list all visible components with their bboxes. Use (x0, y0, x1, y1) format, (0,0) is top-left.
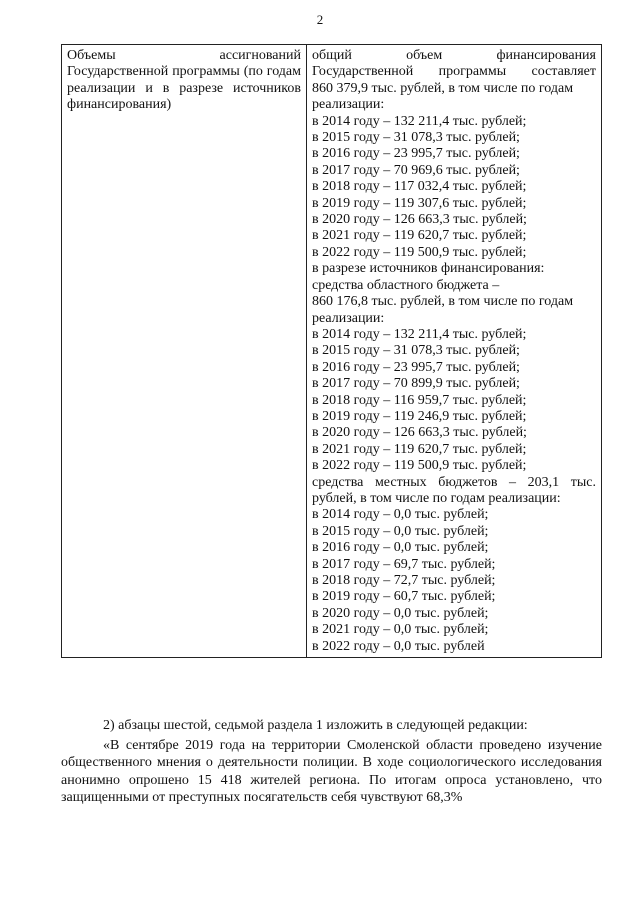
regional-year-line: в 2022 году – 119 500,9 тыс. рублей; (312, 458, 527, 474)
total-year-line: в 2014 году – 132 211,4 тыс. рублей; (312, 113, 527, 129)
local-year-line: в 2018 году – 72,7 тыс. рублей; (312, 573, 496, 588)
amendment-paragraph: 2) абзацы шестой, седьмой раздела 1 изложить в следующей редакции: (103, 718, 528, 733)
funding-table (61, 44, 602, 658)
table-row (62, 45, 602, 658)
local-year-line: в 2017 году – 69,7 тыс. рублей; (312, 556, 496, 572)
total-year-line: в 2022 году – 119 500,9 тыс. рублей; (312, 244, 527, 260)
total-year-line: в 2015 году – 31 078,3 тыс. рублей; (312, 130, 520, 146)
local-intro-line: средства местных бюджетов – 203,1 тыс. (312, 474, 596, 490)
regional-intro-line: 860 176,8 тыс. рублей, в том числе по годам (312, 294, 574, 310)
total-year-line: в 2018 году – 117 032,4 тыс. рублей; (312, 179, 527, 195)
total-intro-line: 860 379,9 тыс. рублей, в том числе по годам (312, 80, 574, 96)
total-year-line: в 2019 году – 119 307,6 тыс. рублей; (312, 195, 527, 211)
total-year-line: в 2016 году – 23 995,7 тыс. рублей; (312, 146, 520, 162)
regional-year-line: в 2017 году – 70 899,9 тыс. рублей; (312, 376, 520, 392)
regional-year-line: в 2019 году – 119 246,9 тыс. рублей; (312, 408, 527, 424)
table-left-cell (62, 45, 307, 658)
local-year-line: в 2020 году – 0,0 тыс. рублей; (312, 605, 489, 621)
page-number: 2 (316, 12, 324, 27)
regional-year-line: в 2020 году – 126 663,3 тыс. рублей; (312, 425, 527, 441)
regional-year-line: в 2015 году – 31 078,3 тыс. рублей; (312, 343, 520, 359)
regional-year-line: в 2018 году – 116 959,7 тыс. рублей; (312, 392, 527, 408)
regional-year-line: в 2014 году – 132 211,4 тыс. рублей; (312, 326, 527, 342)
total-year-line: в 2021 году – 119 620,7 тыс. рублей; (312, 228, 527, 244)
regional-intro-line: средства областного бюджета – (312, 277, 500, 293)
total-intro-line: общий объем финансирования (312, 48, 596, 63)
total-intro-line: реализации: (312, 97, 385, 113)
total-intro-line: Государственной программы составляет (312, 64, 596, 80)
body-text (61, 717, 602, 807)
regional-year-line: в 2016 году – 23 995,7 тыс. рублей; (312, 359, 520, 375)
total-year-line: в 2017 году – 70 969,6 тыс. рублей; (312, 162, 520, 178)
local-intro-line: рублей, в том числе по годам реализации: (312, 490, 561, 506)
local-year-line: в 2015 году – 0,0 тыс. рублей; (312, 523, 489, 539)
local-year-line: в 2021 году – 0,0 тыс. рублей; (312, 622, 489, 638)
left-caption: Объемы ассигнований Государственной программы (по годам реализации и в разрезе источников финансирования) (67, 48, 301, 113)
table-right-cell (307, 45, 602, 658)
regional-year-line: в 2021 году – 119 620,7 тыс. рублей; (312, 441, 527, 457)
local-year-line: в 2014 году – 0,0 тыс. рублей; (312, 507, 489, 523)
local-year-line: в 2022 году – 0,0 тыс. рублей (312, 638, 485, 654)
local-year-line: в 2016 году – 0,0 тыс. рублей; (312, 540, 489, 556)
local-year-line: в 2019 году – 60,7 тыс. рублей; (312, 589, 496, 605)
quoted-paragraph: «В сентябре 2019 года на территории Смоленской области проведено изучение общественного мнения о деятельности полиции. В ходе социологического исследования анонимно опрошено 15 418 жителей региона. По итогам опроса установлено, что защищенными от преступных посягательств себя чувствуют 68,3% (61, 737, 602, 805)
sources-heading: в разрезе источников финансирования: (312, 261, 545, 277)
total-year-line: в 2020 году – 126 663,3 тыс. рублей; (312, 212, 527, 228)
regional-intro-line: реализации: (312, 310, 385, 326)
